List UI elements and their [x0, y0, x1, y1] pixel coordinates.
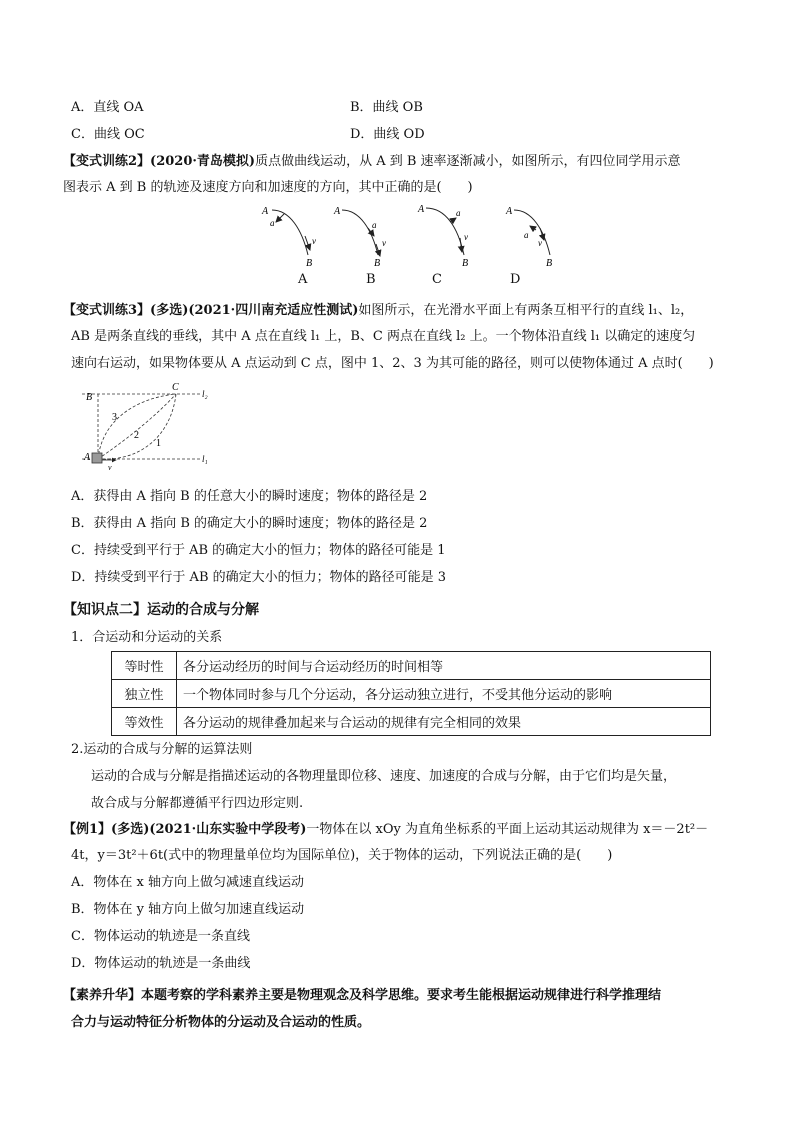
q1-option-a: A．直线 OA — [71, 100, 144, 115]
variant3-tag: 【变式训练3】 — [63, 303, 151, 318]
fig-b-point-a: A — [334, 206, 341, 217]
variant3-line1 — [63, 299, 693, 318]
table-row — [112, 708, 711, 736]
relation-table — [111, 651, 711, 736]
variant2-source: (2020·青岛模拟) — [150, 154, 256, 169]
table-cell-name: 等时性 — [112, 652, 177, 680]
figure-c-diagram — [417, 204, 468, 269]
fig-c-point-b: B — [462, 258, 469, 269]
fig-caption-b: B — [366, 272, 376, 287]
diagram-label-c: C — [172, 382, 179, 393]
variant3-diagram — [76, 380, 226, 472]
example1-option-a: A．物体在 x 轴方向上做匀减速直线运动 — [71, 875, 304, 890]
knowledge2-para-line1: 运动的合成与分解是指描述运动的各物理量即位移、速度、加速度的合成与分解，由于它们均是矢量， — [91, 769, 677, 784]
fig-c-point-a: A — [418, 204, 425, 215]
fig-c-acc: a — [456, 208, 461, 218]
diagram-label-l2: l₂ — [202, 389, 208, 399]
fig-d-v: v — [538, 238, 542, 248]
q1-option-b: B．曲线 OB — [350, 100, 423, 115]
fig-caption-a: A — [298, 272, 308, 287]
variant2-figures — [250, 200, 553, 292]
figure-b-diagram — [333, 206, 386, 269]
variant3-option-d: D．持续受到平行于 AB 的确定大小的恒力；物体的路径可能是 3 — [71, 570, 447, 585]
variant3-line3: 速向右运动，如果物体要从 A 点运动到 C 点，图中 1、2、3 为其可能的路径，则可以使物体通过 A 点时( ) — [71, 356, 714, 371]
example1-line1 — [63, 818, 708, 837]
example1-option-c: C．物体运动的轨迹是一条直线 — [71, 929, 250, 944]
object-block — [92, 453, 102, 463]
table-cell-desc: 各分运动的规律叠加起来与合运动的规律有完全相同的效果 — [177, 708, 711, 736]
diagram-label-a: A — [84, 452, 91, 463]
table-cell-name: 等效性 — [112, 708, 177, 736]
variant3-source: (多选)(2021·四川南充适应性测试) — [150, 303, 359, 318]
path-1 — [98, 394, 176, 459]
fig-d-point-a: A — [506, 206, 513, 217]
table-cell-desc: 各分运动经历的时间与合运动经历的时间相等 — [177, 652, 711, 680]
fig-d-acc: a — [524, 230, 529, 240]
diagram-label-l1: l₁ — [202, 454, 208, 464]
table-cell-desc: 一个物体同时参与几个分运动，各分运动独立进行，不受其他分运动的影响 — [177, 680, 711, 708]
variant2-tag: 【变式训练2】 — [63, 154, 151, 169]
variant2-line1 — [63, 150, 681, 169]
diagram-label-3: 3 — [112, 412, 117, 423]
summary-line2: 合力与运动特征分析物体的分运动及合运动的性质。 — [71, 1015, 371, 1030]
fig-a-point-a: A — [262, 206, 269, 217]
fig-caption-d: D — [510, 272, 521, 287]
fig-b-point-b: B — [374, 258, 381, 269]
diagram-label-b: B — [86, 392, 93, 403]
variant3-text: 如图所示，在光滑水平面上有两条互相平行的直线 l₁、l₂， — [358, 303, 694, 318]
path-3 — [98, 394, 176, 459]
figure-a-diagram — [261, 206, 316, 269]
diagram-label-1: 1 — [156, 438, 161, 449]
variant3-option-c: C．持续受到平行于 AB 的确定大小的恒力；物体的路径可能是 1 — [71, 543, 446, 558]
table-row — [112, 680, 711, 708]
fig-c-v: v — [464, 232, 468, 242]
example1-text: 一物体在以 xOy 为直角坐标系的平面上运动其运动规律为 x＝－2t²－ — [306, 822, 709, 837]
example1-line2: 4t，y＝3t²＋6t(式中的物理量单位均为国际单位)，关于物体的运动，下列说法正确的是( ) — [71, 848, 613, 863]
variant2-line2: 图表示 A 到 B 的轨迹及速度方向和加速度的方向，其中正确的是( ) — [63, 180, 473, 195]
path-2 — [98, 394, 176, 459]
knowledge2-para-line2: 故合成与分解都遵循平行四边形定则. — [91, 796, 304, 811]
fig-d-point-b: B — [546, 258, 553, 269]
fig-b-acc: a — [372, 220, 377, 230]
fig-a-point-b: B — [306, 258, 313, 269]
fig-a-v: v — [312, 236, 316, 246]
example1-source: (多选)(2021·山东实验中学段考) — [111, 822, 307, 837]
diagram-label-2: 2 — [134, 430, 139, 441]
q1-option-c: C．曲线 OC — [71, 127, 145, 142]
variant3-line2: AB 是两条直线的垂线，其中 A 点在直线 l₁ 上，B、C 两点在直线 l₂ 上。一个物体沿直线 l₁ 以确定的速度匀 — [71, 329, 696, 344]
summary-line1: 【素养升华】本题考察的学科素养主要是物理观念及科学思维。要求考生能根据运动规律进行科学推理结 — [63, 988, 662, 1003]
q1-option-d: D．曲线 OD — [350, 127, 425, 142]
fig-a-acc: a — [270, 218, 275, 228]
knowledge2-sub1: 1．合运动和分运动的关系 — [71, 630, 223, 645]
variant3-option-b: B．获得由 A 指向 B 的确定大小的瞬时速度；物体的路径是 2 — [71, 516, 428, 531]
knowledge2-heading: 【知识点二】运动的合成与分解 — [63, 602, 259, 618]
variant2-text: 质点做曲线运动，从 A 到 B 速率逐渐减小，如图所示，有四位同学用示意 — [255, 154, 681, 169]
fig-caption-c: C — [432, 272, 442, 287]
fig-b-v: v — [382, 238, 386, 248]
knowledge2-sub2: 2.运动的合成与分解的运算法则 — [71, 742, 253, 757]
example1-option-d: D．物体运动的轨迹是一条曲线 — [71, 956, 251, 971]
example1-option-b: B．物体在 y 轴方向上做匀加速直线运动 — [71, 902, 305, 917]
table-row — [112, 652, 711, 680]
table-cell-name: 独立性 — [112, 680, 177, 708]
diagram-label-v: v — [108, 463, 112, 472]
example1-tag: 【例1】 — [63, 822, 112, 837]
figure-d-diagram — [505, 206, 552, 269]
variant3-option-a: A．获得由 A 指向 B 的任意大小的瞬时速度；物体的路径是 2 — [71, 489, 428, 504]
